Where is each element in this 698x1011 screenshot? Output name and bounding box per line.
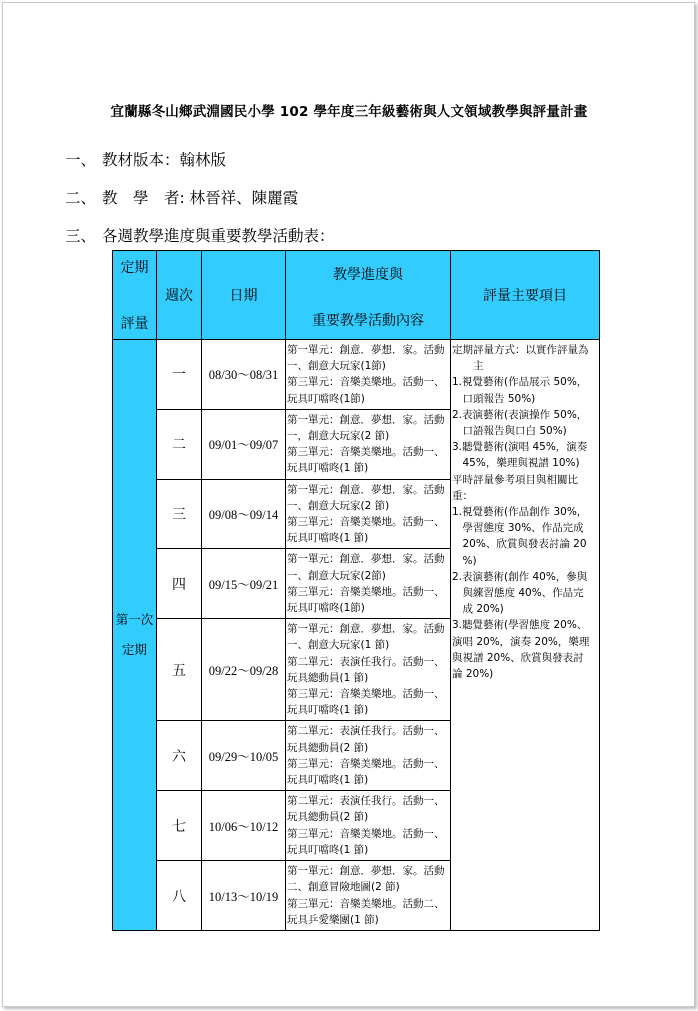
header-eval: 評量主要項目 (451, 251, 600, 340)
date-cell: 09/15～09/21 (202, 549, 286, 619)
date-cell: 10/13～10/19 (202, 861, 286, 931)
content-cell: 第二單元：表演任我行。活動一、 玩具總動員(2 節) 第三單元：音樂美樂地。活動一、 玩具叮噹咚(1 節) (286, 791, 451, 861)
section-textbook-version (65, 148, 226, 170)
week-cell: 四 (157, 549, 202, 619)
document-title: 宜蘭縣冬山鄉武淵國民小學 102 學年度三年級藝術與人文領域教學與評量計畫 (110, 104, 588, 120)
date-cell: 09/29～10/05 (202, 721, 286, 791)
content-cell: 第一單元：創意．夢想．家。活動 一、創意大玩家(1 節) 第二單元：表演任我行。活動一、 玩具總動員(1 節) 第三單元：音樂美樂地。活動一、 玩具叮噹咚(1 節) (286, 619, 451, 721)
grading-period-cell: 第一次 定期 (113, 340, 157, 931)
schedule-table (112, 250, 600, 931)
week-cell: 一 (157, 340, 202, 410)
section-text: 教材版本：翰林版 (102, 151, 227, 169)
week-cell: 五 (157, 619, 202, 721)
content-cell: 第二單元：表演任我行。活動一、 玩具總動員(2 節) 第三單元：音樂美樂地。活動一、 玩具叮噹咚(1 節) (286, 721, 451, 791)
content-cell: 第一單元：創意．夢想．家。活動 一、創意大玩家(1節) 第三單元：音樂美樂地。活動一、 玩具叮噹咚(1節) (286, 340, 451, 410)
section-number: 三、 (65, 227, 97, 245)
section-schedule-heading (65, 224, 335, 246)
section-text: 教 學 者: 林晉祥、陳麗霞 (102, 189, 299, 207)
header-week: 週次 (157, 251, 202, 340)
content-cell: 第一單元：創意．夢想．家。活動 一、創意大玩家(2節) 第三單元：音樂美樂地。活動一、 玩具叮噹咚(1節) (286, 549, 451, 619)
header-content: 教學進度與 重要教學活動內容 (286, 251, 451, 340)
table-row (113, 340, 600, 410)
table-header-row (113, 251, 600, 340)
date-cell: 09/08～09/14 (202, 479, 286, 549)
week-cell: 六 (157, 721, 202, 791)
content-cell: 第一單元：創意．夢想．家。活動 二、創意冒險地圖(2 節) 第三單元：音樂美樂地。活動二、 玩具乒愛樂團(1 節) (286, 861, 451, 931)
content-cell: 第一單元：創意．夢想．家。活動 一、創意大玩家(2 節) 第三單元：音樂美樂地。活動一、 玩具叮噹咚(1 節) (286, 479, 451, 549)
header-date: 日期 (202, 251, 286, 340)
week-cell: 八 (157, 861, 202, 931)
header-period: 定期 評量 (113, 251, 157, 340)
date-cell: 10/06～10/12 (202, 791, 286, 861)
section-text: 各週教學進度與重要教學活動表： (102, 227, 335, 245)
date-cell: 09/01～09/07 (202, 409, 286, 479)
content-cell: 第一單元：創意．夢想．家。活動 一，創意大玩家(2 節) 第三單元：音樂美樂地。活動一、 玩具叮噹咚(1 節) (286, 409, 451, 479)
date-cell: 09/22～09/28 (202, 619, 286, 721)
week-cell: 七 (157, 791, 202, 861)
section-teachers (65, 186, 298, 208)
week-cell: 三 (157, 479, 202, 549)
section-number: 一、 (65, 151, 97, 169)
week-cell: 二 (157, 409, 202, 479)
date-cell: 08/30～08/31 (202, 340, 286, 410)
eval-cell: 定期評量方式：以實作評量為 主 1.視覺藝術(作品展示 50%， 口頭報告 50%) 2.表演藝術(表演操作 50%， 口語報告與口白 50%) 3.聽覺藝術(演唱 45%，演奏 45%，樂理與視譜 10%) 平時評量參考項目與相關比 重： 1.視覺藝術(作品創作 30%， 學習態度 30%、作品完成 20%、欣賞與發表討論 20 %) 2.表演藝術(創作 40%，參與 與練習態度 40%、作品完 成 20%) 3.聽覺藝術(學習態度 20%、 演唱 20%，演奏 20%，樂理 與視譜 20%、欣賞與發表討 論 20%) (451, 340, 600, 931)
section-number: 二、 (65, 189, 97, 207)
